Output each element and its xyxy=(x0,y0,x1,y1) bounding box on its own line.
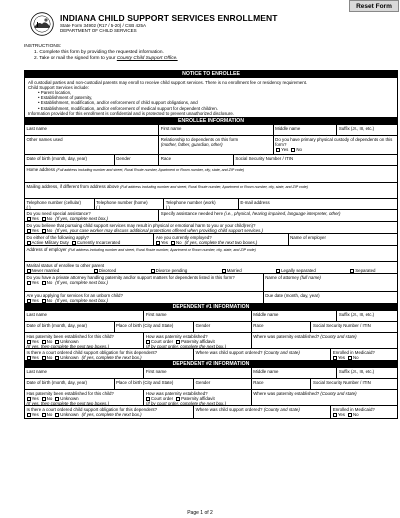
assistance-needed-hint: (i.e., physical, hearing impaired, language interpreter, other) xyxy=(224,211,341,217)
enrollee-middle-name-label: Middle name xyxy=(275,126,301,132)
notice-line-1: All custodial parties and non-custodial parents may enroll to receive child support services. There is no enrollment fee or residency requirement. xyxy=(28,79,308,85)
dep1-middle-name-field[interactable] xyxy=(252,311,338,321)
employed-q-label: Are you currently employed? xyxy=(155,235,212,241)
dep2-race-field[interactable] xyxy=(252,379,312,389)
dep1-suffix-field[interactable] xyxy=(337,311,397,321)
enrollee-heading: ENROLLEE INFORMATION xyxy=(25,118,397,125)
attorney-yes-checkbox[interactable] xyxy=(27,281,31,285)
instruction-1: 1. Complete this form by providing the requested information. xyxy=(34,50,164,55)
dep2-medicaid-no-checkbox[interactable] xyxy=(348,413,352,417)
enrollee-last-name-field[interactable] xyxy=(25,125,159,135)
assistance-no-checkbox[interactable] xyxy=(42,217,46,221)
dep2-paternity-hint: (If yes, then complete the next two boxes.) xyxy=(26,401,109,406)
enrollee-phone-row xyxy=(25,199,397,210)
form-number: State Form 34902 (R17 / 5-20) / CSB 425A xyxy=(60,23,147,28)
employed-question xyxy=(154,234,288,245)
due-date-label: Due date (month, day, year) xyxy=(265,293,320,299)
dependent2-heading: DEPENDENT #2 INFORMATION xyxy=(25,361,397,368)
employed-yes-label: Yes xyxy=(160,240,168,246)
enrollee-ssn-label: Social Security Number / ITIN xyxy=(235,156,294,162)
dep2-first-name-label: First name xyxy=(145,369,167,375)
assistance-yes-label: Yes xyxy=(31,216,39,222)
unborn-yes-checkbox[interactable] xyxy=(27,299,31,303)
dep2-pob-field[interactable] xyxy=(115,379,195,389)
dep1-support-question xyxy=(25,349,194,360)
notice-bullet-1: • Parent location, xyxy=(38,89,72,95)
dep2-paternity-no-label: No xyxy=(46,396,53,402)
dep1-paternity-unknown-label: Unknown xyxy=(60,339,79,345)
attorney-question xyxy=(25,274,264,291)
assistance-q-label: Do you need special assistance? xyxy=(26,211,91,217)
dep1-where-label: Where was paternity established? xyxy=(253,334,320,340)
enrollee-custody-label: Do you have primary physical custody of dependents on this form? xyxy=(275,137,393,148)
married-label: Married xyxy=(226,268,242,274)
dep1-last-name-field[interactable] xyxy=(25,311,144,321)
enrollee-dob-label: Date of birth (month, day, year) xyxy=(26,156,87,162)
custody-no-checkbox[interactable] xyxy=(291,148,295,152)
assistance-question xyxy=(25,210,159,221)
county-office-link[interactable]: County Child Support Office. xyxy=(116,56,178,61)
harm-no-label: No xyxy=(46,228,53,234)
dep1-support-no-checkbox[interactable] xyxy=(42,356,46,360)
dep1-paternity-yes-checkbox[interactable] xyxy=(27,340,31,344)
employed-no-checkbox[interactable] xyxy=(171,241,175,245)
incarcerated-label: Currently Incarcerated xyxy=(76,240,121,246)
employer-address-field[interactable] xyxy=(25,246,397,261)
enrollee-race-field[interactable] xyxy=(159,155,234,165)
notice-line-3: Information provided for this enrollment is confidential and is protected to prevent unauthorized disclosure. xyxy=(28,110,234,116)
attorney-no-checkbox[interactable] xyxy=(42,281,46,285)
dep2-medicaid-yes-checkbox[interactable] xyxy=(333,413,337,417)
notice-bullet-2-text: Establishment of paternity, xyxy=(40,95,93,101)
divorced-checkbox[interactable] xyxy=(94,269,98,273)
instruction-2-text: 2. Take or mail the signed form to your xyxy=(34,56,117,61)
title-block xyxy=(60,13,278,33)
dep2-middle-name-field[interactable] xyxy=(252,368,338,378)
enrollee-ssn-field[interactable] xyxy=(234,155,397,165)
dep1-ordered-hint: (County and state) xyxy=(263,350,300,356)
harm-no-checkbox[interactable] xyxy=(42,229,46,233)
harm-hint: (If yes, your case worker may discuss additional protections offered when providing child support services.) xyxy=(55,228,263,234)
active-military-checkbox[interactable] xyxy=(27,241,31,245)
attorney-no-label: No xyxy=(46,280,53,286)
marital-row xyxy=(25,262,397,274)
enrollee-tel-home-label: Telephone number (home) xyxy=(96,200,148,206)
married-checkbox[interactable] xyxy=(222,269,226,273)
attorney-name-label: Name of attorney xyxy=(265,275,299,281)
notice-bullet-1-text: Parent location, xyxy=(40,89,72,95)
dep1-name-row xyxy=(25,311,397,322)
dep2-name-row xyxy=(25,368,397,379)
dep2-where-field[interactable] xyxy=(252,390,397,405)
state-seal-icon xyxy=(30,12,54,36)
dep2-dob-field[interactable] xyxy=(25,379,115,389)
enrollee-gender-field[interactable] xyxy=(115,155,160,165)
dep2-support-yes-checkbox[interactable] xyxy=(27,413,31,417)
attorney-row xyxy=(25,274,397,292)
dep1-gender-label: Gender xyxy=(195,323,211,329)
dep2-support-question xyxy=(25,406,194,418)
enrollee-dob-row xyxy=(25,155,397,166)
enrollee-tel-cell-field[interactable] xyxy=(25,199,95,209)
dep1-affidavit-label: Paternity affidavit xyxy=(181,339,215,345)
dep2-last-name-label: Last name xyxy=(26,369,48,375)
dep1-support-yes-label: Yes xyxy=(31,355,39,361)
dep1-support-yes-checkbox[interactable] xyxy=(27,356,31,360)
enrollee-home-address-field[interactable] xyxy=(25,166,397,182)
unborn-no-label: No xyxy=(46,298,53,304)
dep2-support-unknown-checkbox[interactable] xyxy=(55,413,59,417)
enrollee-custody-field xyxy=(274,136,397,154)
dep1-dob-field[interactable] xyxy=(25,322,115,332)
dep1-medicaid-no-label: No xyxy=(353,355,359,361)
unborn-no-checkbox[interactable] xyxy=(42,299,46,303)
dep2-court-order-label: Court order xyxy=(150,396,174,402)
employer-address-row xyxy=(25,246,397,262)
department-name: DEPARTMENT OF CHILD SERVICES xyxy=(60,28,137,33)
dep2-medicaid-no-label: No xyxy=(353,412,359,418)
dep2-support-no-label: No xyxy=(46,412,53,418)
enrollee-name-row xyxy=(25,125,397,136)
dep2-support-hint: (If yes, complete the next box.) xyxy=(81,412,142,418)
notice-heading: NOTICE TO ENROLLEE xyxy=(25,71,397,78)
military-question xyxy=(25,234,154,245)
dep2-affidavit-checkbox[interactable] xyxy=(176,397,180,401)
assistance-no-label: No xyxy=(46,216,53,222)
dep1-medicaid-q-label: Enrolled in Medicaid? xyxy=(332,350,375,356)
assistance-hint: (If yes, complete next box.) xyxy=(55,216,109,222)
custody-yes-label: Yes xyxy=(281,147,289,153)
separated-checkbox[interactable] xyxy=(350,269,354,273)
dep2-ordered-label: Where was child support ordered? xyxy=(195,407,263,413)
military-q-label: Do either of the following apply? xyxy=(26,235,89,241)
dep1-how-hint: (If by court order, complete the next box.) xyxy=(145,344,226,349)
dep2-paternity-yes-checkbox[interactable] xyxy=(27,397,31,401)
enrollee-last-name-label: Last name xyxy=(26,126,48,132)
dep2-last-name-field[interactable] xyxy=(25,368,144,378)
dep2-gender-field[interactable] xyxy=(194,379,252,389)
dep1-ssn-label: Social Security Number / ITIN xyxy=(312,323,371,329)
dep2-pob-label: Place of birth (City and State) xyxy=(116,380,174,386)
employer-name-field[interactable] xyxy=(289,234,397,245)
dep2-medicaid-yes-label: Yes xyxy=(337,412,346,418)
dep1-pob-label: Place of birth (City and State) xyxy=(116,323,174,329)
enrollee-mailing-address-row xyxy=(25,183,397,199)
active-military-label: Active Military Duty xyxy=(31,240,69,246)
enrollee-other-names-label: Other names used xyxy=(26,137,63,143)
enrollee-suffix-label: Suffix (Jr., III, etc.) xyxy=(338,126,375,132)
dep1-suffix-label: Suffix (Jr., III, etc.) xyxy=(338,312,375,318)
enrollee-tel-cell-parens: ( ) xyxy=(26,205,31,210)
dep1-race-field[interactable] xyxy=(252,322,312,332)
dep1-support-q-label: Is there a court ordered child support obligation for this dependent? xyxy=(26,350,158,356)
enrollee-email-label: E-mail address xyxy=(240,200,270,206)
enrollment-form xyxy=(24,70,398,419)
enrollee-first-name-field[interactable] xyxy=(159,125,273,135)
enrollee-dob-field[interactable] xyxy=(25,155,115,165)
dep1-middle-name-label: Middle name xyxy=(253,312,279,318)
divorce-pending-label: Divorce pending xyxy=(155,268,188,274)
dep1-race-label: Race xyxy=(253,323,264,329)
enrollee-home-address-label: Home address xyxy=(26,167,56,173)
dep1-pob-field[interactable] xyxy=(115,322,195,332)
dep2-ssn-label: Social Security Number / ITIN xyxy=(312,380,371,386)
dep2-support-no-checkbox[interactable] xyxy=(42,413,46,417)
attorney-yes-label: Yes xyxy=(31,280,39,286)
dep1-paternity-yes-label: Yes xyxy=(31,339,39,345)
dep2-middle-name-label: Middle name xyxy=(253,369,279,375)
divorced-label: Divorced xyxy=(98,268,117,274)
notice-line-2: Child Support Services include: xyxy=(28,84,90,90)
unborn-hint: (If yes, complete next box.) xyxy=(55,298,109,304)
unborn-yes-label: Yes xyxy=(31,298,39,304)
never-married-label: Never married xyxy=(31,268,60,274)
dep2-how-hint: (If by court order, complete the next box.) xyxy=(145,401,226,406)
dep1-first-name-label: First name xyxy=(145,312,167,318)
dep2-court-order-checkbox[interactable] xyxy=(146,397,150,401)
dep2-paternity-yes-label: Yes xyxy=(31,396,39,402)
dep1-dob-label: Date of birth (month, day, year) xyxy=(26,323,87,329)
incarcerated-checkbox[interactable] xyxy=(72,241,76,245)
notice-bullet-3-text: Establishment, modification, and/or enforcement of child support obligations, and xyxy=(40,100,198,106)
instruction-2 xyxy=(24,56,178,62)
unborn-question xyxy=(25,292,264,303)
dep2-affidavit-label: Paternity affidavit xyxy=(181,396,215,402)
enrollee-tel-work-field[interactable] xyxy=(164,199,239,209)
dep1-affidavit-checkbox[interactable] xyxy=(176,340,180,344)
dep2-gender-label: Gender xyxy=(195,380,211,386)
dep2-ordered-field[interactable] xyxy=(194,406,331,418)
instructions xyxy=(24,44,178,62)
notice-bullet-4-text: Establishment, modification, and/or enforcement of medical support for dependent children. xyxy=(40,105,218,111)
dep1-support-unknown-label: Unknown xyxy=(60,355,79,361)
notice-bullet-4: • Establishment, modification, and/or enforcement of medical support for dependent children. xyxy=(38,105,218,111)
attorney-name-field[interactable] xyxy=(264,274,397,291)
dep1-court-order-checkbox[interactable] xyxy=(146,340,150,344)
enrollee-first-name-label: First name xyxy=(160,126,182,132)
dep2-paternity-unknown-label: Unknown xyxy=(60,396,79,402)
dep2-medicaid-q-label: Enrolled in Medicaid? xyxy=(332,407,375,413)
dep2-dob-row xyxy=(25,379,397,390)
dep2-support-row xyxy=(25,406,397,418)
assistance-needed-label: Specify assistance needed here xyxy=(160,211,224,217)
attorney-hint: (If yes, complete next box.) xyxy=(55,280,109,286)
enrollee-other-row xyxy=(25,136,397,155)
enrollee-tel-home-field[interactable] xyxy=(95,199,165,209)
dep1-ssn-field[interactable] xyxy=(311,322,397,332)
dep1-paternity-hint: (If yes, then complete the next two boxes.) xyxy=(26,344,109,349)
dep1-medicaid-question xyxy=(331,349,397,360)
dep1-where-hint: (County and state) xyxy=(320,334,357,340)
dep2-paternity-question xyxy=(25,390,144,405)
harm-q-label: Do you believe that pursuing child support services may result in physical or emotional harm to you or your child(ren)? xyxy=(26,223,256,229)
instructions-title: INSTRUCTIONS: xyxy=(24,44,62,49)
dep1-paternity-unknown-checkbox[interactable] xyxy=(55,340,59,344)
dep1-paternity-no-label: No xyxy=(46,339,53,345)
dep2-support-yes-label: Yes xyxy=(31,412,39,418)
employed-yes-checkbox[interactable] xyxy=(156,241,160,245)
attorney-name-hint: (full name) xyxy=(300,275,321,281)
dep2-suffix-field[interactable] xyxy=(337,368,397,378)
dep1-gender-field[interactable] xyxy=(194,322,252,332)
dep2-paternity-q-label: Has paternity been established for this child? xyxy=(26,391,114,397)
dep1-paternity-question xyxy=(25,333,144,348)
dep2-race-label: Race xyxy=(253,380,264,386)
unborn-q-label: Are you applying for services for an unborn child? xyxy=(26,293,123,299)
dep1-where-field[interactable] xyxy=(252,333,397,348)
reset-form-button[interactable]: Reset Form xyxy=(349,0,399,12)
enrollee-other-names-field[interactable] xyxy=(25,136,159,154)
legally-separated-label: Legally separated xyxy=(281,268,316,274)
marital-question xyxy=(25,262,397,273)
dep2-support-unknown-label: Unknown xyxy=(60,412,79,418)
enrollee-gender-label: Gender xyxy=(116,156,131,162)
enrollee-tel-home-parens: ( ) xyxy=(96,205,101,210)
employer-name-label: Name of employer xyxy=(290,235,326,241)
harm-question xyxy=(25,222,397,233)
enrollee-mailing-address-hint: (Full address including number and street, Rural Route number, Apartment or Room number, city, state, and ZIP code) xyxy=(120,185,308,190)
enrollee-home-address-row xyxy=(25,166,397,183)
custody-no-label: No xyxy=(296,147,302,153)
dep2-first-name-field[interactable] xyxy=(144,368,251,378)
dep1-how-question xyxy=(144,333,251,348)
harm-yes-label: Yes xyxy=(31,228,39,234)
custody-yes-checkbox[interactable] xyxy=(276,148,280,152)
dep1-ordered-field[interactable] xyxy=(194,349,331,360)
marital-q-label: Marital status of enrollee to other parent xyxy=(26,263,105,269)
dep2-ordered-hint: (County and state) xyxy=(263,407,300,413)
enrollee-mailing-address-label: Mailing address, if different from address above xyxy=(26,184,119,190)
dep2-paternity-no-checkbox[interactable] xyxy=(42,397,46,401)
enrollee-assistance-row xyxy=(25,210,397,222)
harm-yes-checkbox[interactable] xyxy=(27,229,31,233)
dep2-medicaid-question xyxy=(331,406,397,418)
employer-address-hint: (Full address including number and street, Rural Route number, Apartment or Room number, city, state, and ZIP code) xyxy=(68,248,256,253)
assistance-yes-checkbox[interactable] xyxy=(27,217,31,221)
never-married-checkbox[interactable] xyxy=(27,269,31,273)
dep1-support-hint: (If yes, complete the next box.) xyxy=(81,355,142,361)
notice-body xyxy=(25,78,397,118)
dependent1-heading: DEPENDENT #1 INFORMATION xyxy=(25,304,397,311)
enrollee-tel-cell-label: Telephone number (cellular) xyxy=(26,200,81,206)
unborn-row xyxy=(25,292,397,304)
dep1-how-q-label: How was paternity established? xyxy=(145,334,208,340)
dep2-how-question xyxy=(144,390,251,405)
enrollee-mailing-address-field[interactable] xyxy=(25,183,397,198)
enrollee-military-row xyxy=(25,234,397,246)
dep2-where-label: Where was paternity established? xyxy=(253,391,320,397)
dep1-paternity-row xyxy=(25,333,397,349)
dep1-support-row xyxy=(25,349,397,361)
dep1-medicaid-no-checkbox[interactable] xyxy=(348,356,352,360)
dep1-support-no-label: No xyxy=(46,355,53,361)
due-date-field[interactable] xyxy=(264,292,397,303)
dep2-ssn-field[interactable] xyxy=(311,379,397,389)
dep2-paternity-unknown-checkbox[interactable] xyxy=(55,397,59,401)
divorce-pending-checkbox[interactable] xyxy=(151,269,155,273)
notice-bullet-2: • Establishment of paternity, xyxy=(38,95,93,101)
dep1-medicaid-yes-label: Yes xyxy=(337,355,346,361)
enrollee-suffix-field[interactable] xyxy=(337,125,397,135)
employed-no-label: No xyxy=(175,240,182,246)
dep2-how-q-label: How was paternity established? xyxy=(145,391,208,397)
dep1-dob-row xyxy=(25,322,397,333)
dep1-ordered-label: Where was child support ordered? xyxy=(195,350,263,356)
enrollee-race-label: Race xyxy=(160,156,172,162)
dep2-where-hint: (County and state) xyxy=(320,391,357,397)
dep1-support-unknown-checkbox[interactable] xyxy=(55,356,59,360)
dep2-dob-label: Date of birth (month, day, year) xyxy=(26,380,87,386)
employed-hint: (If yes, complete the next two boxes.) xyxy=(184,240,258,246)
dep1-medicaid-yes-checkbox[interactable] xyxy=(333,356,337,360)
dep1-paternity-q-label: Has paternity been established for this child? xyxy=(26,334,114,340)
enrollee-relationship-hint: (mother, father, guardian, other) xyxy=(160,142,223,148)
separated-label: Separated xyxy=(355,268,376,274)
dep1-last-name-label: Last name xyxy=(26,312,48,318)
dep1-first-name-field[interactable] xyxy=(144,311,251,321)
form-title: INDIANA CHILD SUPPORT SERVICES ENROLLMENT xyxy=(60,13,278,23)
enrollee-tel-work-label: Telephone number (work) xyxy=(165,200,216,206)
page-number: Page 1 of 2 xyxy=(187,510,213,516)
enrollee-home-address-hint: (Full address including number and street, Rural Route number, Apartment or Room number, city, state, and ZIP code) xyxy=(56,168,245,173)
dep1-court-order-label: Court order xyxy=(150,339,174,345)
dep1-paternity-no-checkbox[interactable] xyxy=(42,340,46,344)
enrollee-middle-name-field[interactable] xyxy=(274,125,338,135)
employer-address-label: Address of employer xyxy=(26,247,67,253)
dep2-support-q-label: Is there a court ordered child support obligation for this dependent? xyxy=(26,407,158,413)
assistance-needed-field[interactable] xyxy=(159,210,397,221)
enrollee-relationship-field[interactable] xyxy=(159,136,273,154)
notice-bullet-3: • Establishment, modification, and/or enforcement of child support obligations, and xyxy=(38,100,198,106)
enrollee-tel-work-parens: ( ) xyxy=(165,205,170,210)
dep2-paternity-row xyxy=(25,390,397,406)
enrollee-email-field[interactable] xyxy=(239,199,397,209)
attorney-q-label: Do you have a private attorney handling paternity and/or support matters for dependents listed in this form? xyxy=(26,275,235,281)
dep2-suffix-label: Suffix (Jr., III, etc.) xyxy=(338,369,375,375)
legally-separated-checkbox[interactable] xyxy=(276,269,280,273)
enrollee-harm-row xyxy=(25,222,397,234)
enrollee-relationship-label: Relationship to dependents on this form xyxy=(160,137,239,143)
